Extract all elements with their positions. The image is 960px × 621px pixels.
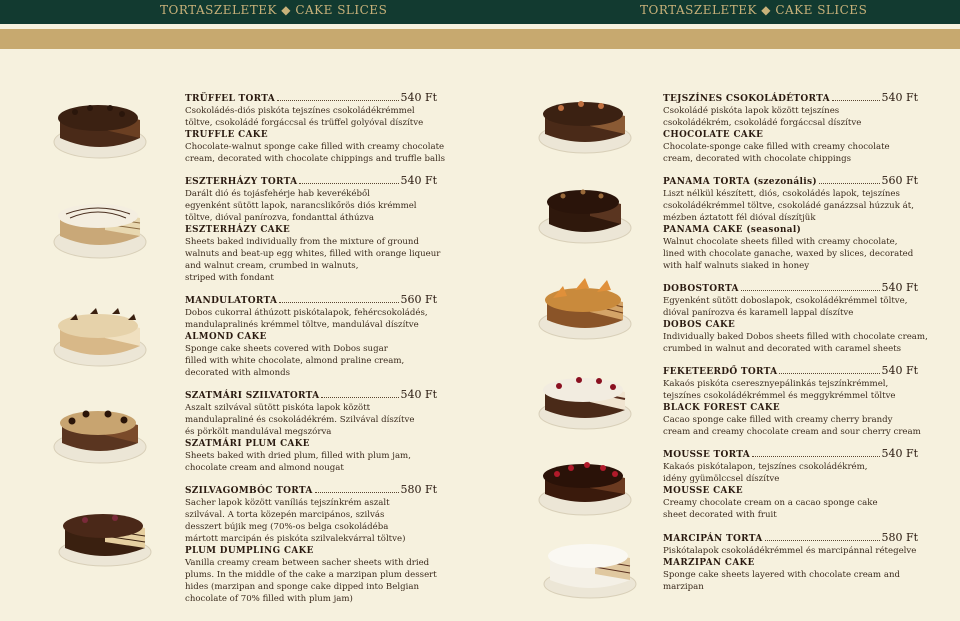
en-desc-line: chocolate cream and almond nougat [185,463,344,473]
hu-desc-line: dióval panírozva és karamell lappal díszítve [663,308,854,318]
hu-desc-line: tejszínes csokoládékrémmel és meggykrémmel töltve [663,391,896,401]
en-desc-line: cream and creamy chocolate cream and sour cherry cream [663,427,921,437]
item-price: 540 Ft [400,388,437,401]
item-title: TEJSZÍNES CSOKOLÁDÉTORTA [663,94,830,104]
item-price: 540 Ft [881,281,918,294]
item-price: 540 Ft [881,447,918,460]
hu-desc-line: Egyenként sütött doboslapok, csokoládékrémmel töltve, [663,296,908,306]
en-desc-line: chocolate of 70% filled with plum jam) [185,594,353,604]
en-desc-line: Chocolate-sponge cake filled with creamy chocolate [663,142,890,152]
hu-desc-line: mézben áztatott fél dióval díszítjük [663,213,816,223]
en-desc-line: decorated with almonds [185,368,291,378]
mousse-cake-icon [535,448,635,520]
en-title: PANAMA CAKE (seasonal) [663,225,802,235]
hu-desc-line: szilvával. A torta közepén marcipános, szilvás [185,510,385,520]
hu-desc-line: Kakaós piskótalapon, tejszínes csokoládékrém, [663,462,868,472]
item-price: 540 Ft [400,91,437,104]
item-title: ESZTERHÁZY TORTA [185,177,298,187]
en-title: ALMOND CAKE [185,332,267,342]
item-title-line [663,282,918,295]
en-desc-line: Walnut chocolate sheets filled with creamy chocolate, [663,237,898,247]
header-bar [0,0,960,24]
hu-desc-line: mandulapraliné és csokoládékrém. Szilvával díszítve [185,415,415,425]
en-desc-line: Cacao sponge cake filled with creamy cherry brandy [663,415,893,425]
en-desc-line: walnuts and beat-up egg whites, filled with orange liqueur [185,249,441,259]
chocolate-cake-icon [535,86,635,158]
en-desc-line: Chocolate-walnut sponge cake filled with creamy chocolate [185,142,445,152]
item-title: SZILVAGOMBÓC TORTA [185,486,313,496]
item-title: PANAMA TORTA (szezonális) [663,177,817,187]
en-title: MOUSSE CAKE [663,486,743,496]
hu-desc-line: egyenként sütött lapok, narancslikőrös diós krémmel [185,201,417,211]
en-desc-line: crumbed in walnut and decorated with caramel sheets [663,344,902,354]
en-title: ESZTERHÁZY CAKE [185,225,291,235]
menu-item-almond [185,294,437,379]
header-left-title: TORTASZELETEK ◆ CAKE SLICES [160,3,388,17]
hu-desc-line: Liszt nélkül készített, diós, csokoládés lapok, tejszínes [663,189,900,199]
item-title-line [663,365,918,378]
hu-desc-line: Aszalt szilvával sütött piskóta lapok között [185,403,371,413]
hu-desc-line: töltve, csokoládé forgáccsal és trüffel golyóval díszítve [185,118,424,128]
menu-item-black-forest [663,364,921,438]
menu-item-marzipan [663,532,918,593]
en-title: DOBOS CAKE [663,320,736,330]
en-desc-line: Vanilla creamy cream between sacher sheets with dried [185,558,430,568]
item-title: MOUSSE TORTA [663,450,751,460]
en-desc-line: striped with fondant [185,273,274,283]
item-title: DOBOSTORTA [663,284,739,294]
item-title: SZATMÁRI SZILVATORTA [185,391,320,401]
item-title: FEKETEERDŐ TORTA [663,367,778,377]
header-right-title: TORTASZELETEK ◆ CAKE SLICES [640,3,868,17]
marzipan-cake-icon [540,530,640,602]
menu-item-chocolate [663,92,918,165]
hu-desc-line: csokoládékrém, csokoládé forgáccsal díszítve [663,118,862,128]
item-price: 540 Ft [881,364,918,377]
item-title-line [663,448,918,461]
dobos-cake-icon [535,272,635,344]
en-desc-line: Individually baked Dobos sheets filled with chocolate cream, [663,332,928,342]
menu-item-panama [663,175,918,272]
plum-dumpling-cake-icon [55,498,155,570]
en-desc-line: marzipan [663,582,704,592]
hu-desc-line: Piskótalapok csokoládékrémmel és marcipánnal rétegelve [663,546,917,556]
en-desc-line: Sheets baked individually from the mixture of ground [185,237,419,247]
en-desc-line: Sheets baked with dried plum, filled with plum jam, [185,451,411,461]
en-desc-line: and walnut cream, crumbed in walnuts, [185,261,359,271]
en-title: BLACK FOREST CAKE [663,403,781,413]
item-title-line [185,175,437,188]
menu-item-dobos [663,281,928,355]
en-title: PLUM DUMPLING CAKE [185,546,314,556]
item-price: 560 Ft [400,293,437,306]
hu-desc-line: és pörkölt mandulával megszórva [185,427,332,437]
item-price: 560 Ft [881,174,918,187]
almond-cake-icon [50,298,150,370]
item-price: 580 Ft [881,531,918,544]
en-title: CHOCOLATE CAKE [663,130,764,140]
item-title: MANDULATORTA [185,296,278,306]
en-desc-line: cream, decorated with chocolate chippings [663,154,852,164]
menu-item-mousse [663,448,918,521]
en-desc-line: with half walnuts siaked in honey [663,261,810,271]
item-title-line [663,532,918,545]
item-title-line [185,389,437,402]
en-desc-line: cream, decorated with chocolate chippings and truffle balls [185,154,446,164]
hu-desc-line: töltve, dióval panírozva, fondanttal áthúzva [185,213,374,223]
hu-desc-line: Csokoládé piskóta lapok között tejszínes [663,106,840,116]
item-title-line [663,92,918,105]
hu-desc-line: csokoládékrémmel töltve, csokoládé ganázzsal húzzuk át, [663,201,914,211]
item-price: 580 Ft [400,483,437,496]
menu-item-szatmari-plum [185,389,437,474]
black-forest-cake-icon [535,362,635,434]
en-desc-line: hides (marzipan and sponge cake dipped into Belgian [185,582,419,592]
item-title: TRÜFFEL TORTA [185,94,276,104]
menu-item-truffle [185,91,446,165]
hu-desc-line: Darált dió és tojásfehérje hab keverékéből [185,189,370,199]
hu-desc-line: mandulapralinés krémmel töltve, mandulával díszítve [185,320,419,330]
menu-item-eszterhazy [185,174,441,284]
item-title-line [185,484,437,497]
item-title: MARCIPÁN TORTA [663,534,763,544]
item-title-line [185,294,437,307]
item-title-line [663,175,918,188]
en-title: TRUFFLE CAKE [185,130,268,140]
item-price: 540 Ft [881,91,918,104]
en-desc-line: sheet decorated with fruit [663,510,777,520]
en-title: SZATMÁRI PLUM CAKE [185,439,310,449]
en-desc-line: lined with chocolate ganache, waxed by slices, decorated [663,249,914,259]
en-desc-line: Sponge cake sheets covered with Dobos sugar [185,344,388,354]
eszterhazy-cake-icon [50,190,150,262]
menu-item-plum-dumpling [185,484,437,605]
hu-desc-line: Csokoládés-diós piskóta tejszínes csokoládékrémmel [185,106,415,116]
hu-desc-line: idény gyümölccsel díszítve [663,474,780,484]
en-desc-line: Creamy chocolate cream on a cacao sponge cake [663,498,878,508]
hu-desc-line: Sacher lapok között vaníliás tejszínkrém aszalt [185,498,390,508]
hu-desc-line: mártott marcipán és piskóta szilvalekvárral töltve) [185,534,406,544]
gold-band [0,29,960,49]
en-desc-line: Sponge cake sheets layered with chocolate cream and [663,570,900,580]
item-title-line [185,92,437,105]
en-desc-line: plums. In the middle of the cake a marzipan plum dessert [185,570,437,580]
truffle-cake-icon [50,90,150,162]
hu-desc-line: desszert bújik meg (70%-os belga csokoládéba [185,522,389,532]
en-title: MARZIPAN CAKE [663,558,755,568]
panama-cake-icon [535,176,635,248]
plum-cake-icon [50,395,150,467]
item-price: 540 Ft [400,174,437,187]
en-desc-line: filled with white chocolate, almond praline cream, [185,356,405,366]
hu-desc-line: Kakaós piskóta cseresznyepálinkás tejszínkrémmel, [663,379,889,389]
hu-desc-line: Dobos cukorral áthúzott piskótalapok, fehércsokoládés, [185,308,428,318]
